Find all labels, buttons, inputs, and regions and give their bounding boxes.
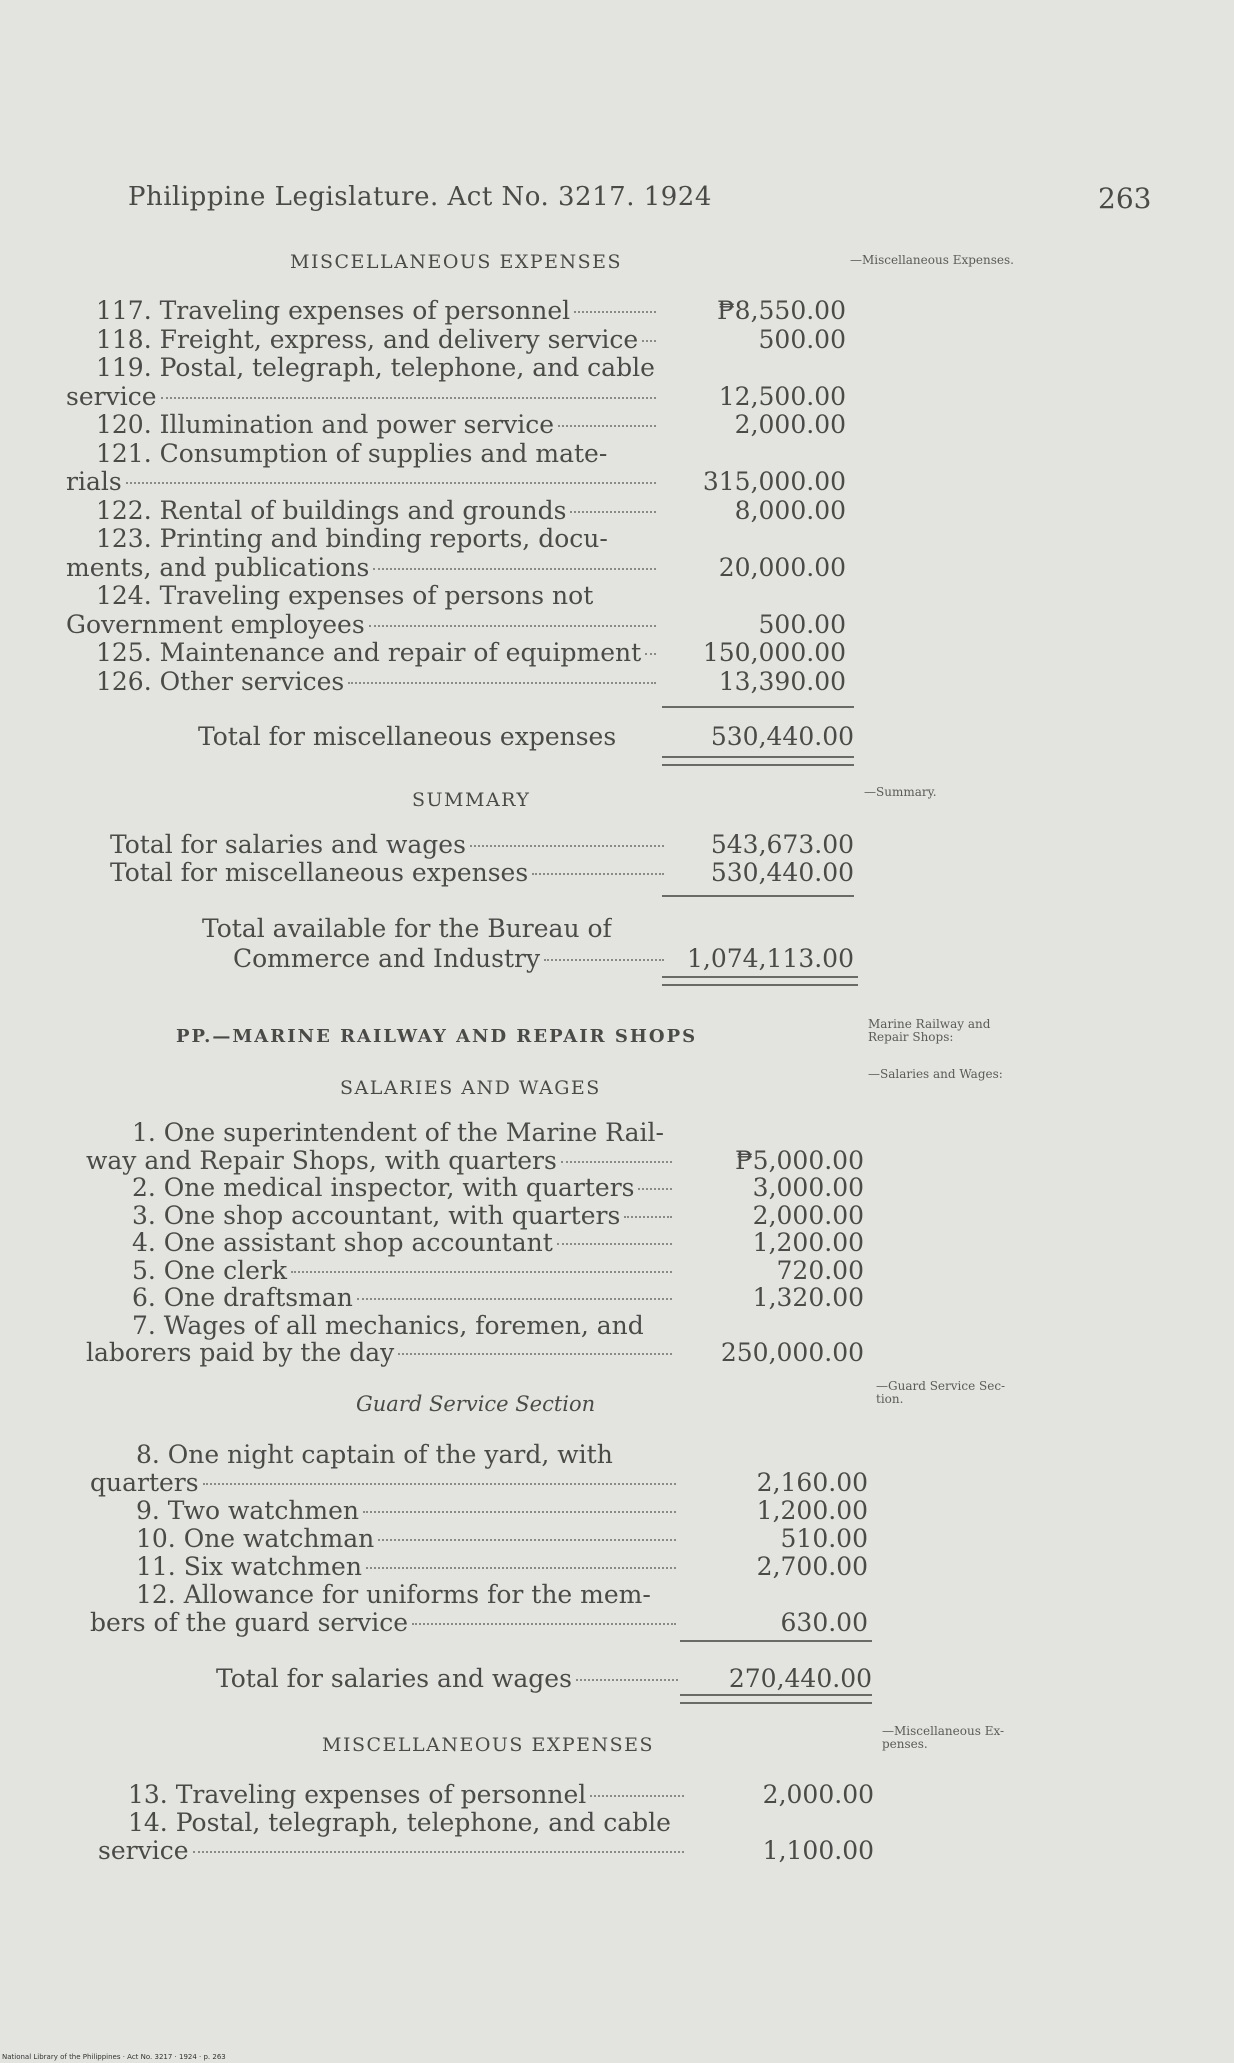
- item-amount: 315,000.00: [702, 467, 846, 496]
- item-label-continuation: quarters: [90, 1468, 199, 1497]
- footer-credit: National Library of the Philippines · Act No. 3217 · 1924 · p. 263: [2, 2053, 226, 2061]
- item-amount: 2,160.00: [756, 1468, 868, 1497]
- item-label: 11. Six watchmen: [136, 1552, 362, 1581]
- item-amount: 1,320.00: [752, 1283, 864, 1312]
- salary-item-2: [0, 1173, 1234, 1203]
- summary-salaries-amount: 543,673.00: [710, 830, 854, 859]
- item-label-continuation: service: [98, 1836, 189, 1865]
- salary-item-5: [0, 1256, 1234, 1286]
- item-amount: 2,000.00: [734, 410, 846, 439]
- misc-expenses-2-title: MISCELLANEOUS EXPENSES: [322, 1734, 655, 1756]
- item-label: 7. Wages of all mechanics, foremen, and: [132, 1310, 644, 1340]
- item-label-continuation: bers of the guard service: [90, 1608, 409, 1637]
- summary-misc-row: [0, 858, 1234, 888]
- item-label: 1. One superintendent of the Marine Rail-: [132, 1118, 664, 1147]
- guard-side-note-2: tion.: [876, 1392, 904, 1406]
- guard-side-note-1: —Guard Service Sec-: [876, 1379, 1006, 1393]
- summary-title: SUMMARY: [412, 789, 531, 811]
- misc-expense-2-item-14: [0, 1808, 1234, 1838]
- misc-expense-item-119: [0, 353, 1234, 383]
- item-label-continuation: ments, and publications: [66, 552, 370, 582]
- item-label: 119. Postal, telegraph, telephone, and cable: [96, 353, 655, 382]
- item-amount: 500.00: [758, 324, 846, 354]
- misc2-side-note-2: penses.: [882, 1737, 928, 1751]
- summary-double-rule: [662, 976, 858, 986]
- summary-salaries-row: [0, 830, 1234, 860]
- summary-available-row-2: [0, 944, 1234, 974]
- salaries-total-double-rule: [680, 1694, 872, 1704]
- item-amount: 630.00: [780, 1608, 868, 1637]
- salary-item-4: [0, 1228, 1234, 1258]
- misc-total-rule: [662, 706, 854, 708]
- summary-misc-amount: 530,440.00: [710, 858, 854, 887]
- item-label-continuation: service: [66, 381, 157, 411]
- item-label: 6. One draftsman: [132, 1283, 353, 1312]
- item-label: 4. One assistant shop accountant: [132, 1228, 553, 1257]
- item-amount: 2,000.00: [752, 1200, 864, 1230]
- item-label: 12. Allowance for uniforms for the mem-: [136, 1580, 651, 1609]
- summary-available-line2: Commerce and Industry: [233, 944, 541, 973]
- item-amount: 20,000.00: [718, 552, 846, 582]
- misc-expense-item-125: [0, 638, 1234, 668]
- item-amount: 500.00: [758, 609, 846, 639]
- summary-side-note: —Summary.: [864, 785, 937, 799]
- item-amount: 1,100.00: [762, 1836, 874, 1865]
- guard-item-12-cont: [0, 1608, 1234, 1638]
- item-amount: 720.00: [776, 1255, 864, 1285]
- marine-railway-title: PP.—MARINE RAILWAY AND REPAIR SHOPS: [176, 1026, 698, 1047]
- item-label: 118. Freight, express, and delivery service: [96, 324, 639, 354]
- item-label-continuation: way and Repair Shops, with quarters: [86, 1145, 557, 1175]
- salary-item-6: [0, 1283, 1234, 1313]
- running-head: Philippine Legislature. Act No. 3217. 1924: [128, 182, 712, 212]
- page-number: 263: [1098, 182, 1152, 215]
- item-amount: 1,200.00: [752, 1228, 864, 1257]
- salaries-total-rule: [680, 1640, 872, 1642]
- misc-expense-item-120: [0, 410, 1234, 440]
- guard-item-11: [0, 1552, 1234, 1582]
- item-amount: 150,000.00: [702, 638, 846, 667]
- misc-total-label: Total for miscellaneous expenses: [198, 722, 617, 751]
- salaries-total-row: [0, 1664, 1234, 1694]
- summary-available-amount: 1,074,113.00: [687, 944, 854, 973]
- item-amount: 250,000.00: [720, 1338, 864, 1367]
- marine-side-note-2: Repair Shops:: [868, 1030, 954, 1044]
- summary-rule: [662, 895, 854, 897]
- salary-item-7-cont: [0, 1338, 1234, 1368]
- item-amount: 510.00: [780, 1524, 868, 1553]
- salaries-side-note: —Salaries and Wages:: [868, 1067, 1003, 1081]
- misc-expense-item-123: [0, 524, 1234, 554]
- item-label: 120. Illumination and power service: [96, 410, 555, 439]
- misc-total-row: [0, 722, 1234, 752]
- misc-expense-item-117: [0, 296, 1234, 326]
- misc-expense-item-124-cont: [0, 610, 1234, 640]
- item-label: 10. One watchman: [136, 1524, 375, 1553]
- guard-item-12: [0, 1580, 1234, 1610]
- summary-available-line1: Total available for the Bureau of: [202, 914, 612, 943]
- item-label: 117. Traveling expenses of personnel: [96, 296, 571, 325]
- misc-expense-item-124: [0, 581, 1234, 611]
- item-amount: ₱8,550.00: [717, 296, 846, 325]
- item-amount: 12,500.00: [718, 381, 846, 411]
- misc-expense-2-item-14-cont: [0, 1836, 1234, 1866]
- salaries-total-amount: 270,440.00: [728, 1664, 872, 1693]
- guard-item-8: [0, 1440, 1234, 1470]
- misc-expense-2-item-13: [0, 1780, 1234, 1810]
- item-label: 8. One night captain of the yard, with: [136, 1440, 613, 1469]
- item-label: 2. One medical inspector, with quarters: [132, 1173, 635, 1202]
- summary-misc-label: Total for miscellaneous expenses: [110, 858, 529, 887]
- item-amount: 1,200.00: [756, 1496, 868, 1525]
- misc-expenses-title: MISCELLANEOUS EXPENSES: [290, 251, 623, 273]
- guard-service-title: Guard Service Section: [356, 1392, 596, 1416]
- misc-expense-item-118: [0, 325, 1234, 355]
- item-amount: 3,000.00: [752, 1173, 864, 1202]
- item-amount: 2,000.00: [762, 1780, 874, 1809]
- item-label: 121. Consumption of supplies and mate-: [96, 438, 608, 468]
- misc-expense-item-122: [0, 496, 1234, 526]
- item-amount: 2,700.00: [756, 1552, 868, 1581]
- misc-expenses-side-note: —Miscellaneous Expenses.: [850, 253, 1014, 267]
- salaries-wages-title: SALARIES AND WAGES: [340, 1077, 601, 1099]
- guard-item-9: [0, 1496, 1234, 1526]
- misc-expense-item-121-cont: [0, 467, 1234, 497]
- item-amount: 8,000.00: [734, 495, 846, 525]
- item-label: 123. Printing and binding reports, docu-: [96, 524, 608, 553]
- misc-expense-item-121: [0, 439, 1234, 469]
- misc-total-amount: 530,440.00: [710, 722, 854, 751]
- misc2-side-note-1: —Miscellaneous Ex-: [882, 1724, 1005, 1738]
- guard-item-8-cont: [0, 1468, 1234, 1498]
- summary-available-row-1: [0, 914, 1234, 944]
- item-label: 122. Rental of buildings and grounds: [96, 495, 567, 525]
- item-label-continuation: laborers paid by the day: [86, 1338, 395, 1367]
- salaries-total-label: Total for salaries and wages: [216, 1664, 572, 1693]
- item-label-continuation: Government employees: [66, 609, 365, 639]
- item-label: 14. Postal, telegraph, telephone, and cable: [128, 1808, 671, 1837]
- summary-salaries-label: Total for salaries and wages: [110, 830, 466, 859]
- item-label: 13. Traveling expenses of personnel: [128, 1780, 587, 1809]
- salary-item-3: [0, 1201, 1234, 1231]
- salary-item-1-cont: [0, 1146, 1234, 1176]
- item-label: 3. One shop accountant, with quarters: [132, 1200, 621, 1230]
- marine-side-note-1: Marine Railway and: [868, 1017, 991, 1031]
- item-label: 125. Maintenance and repair of equipment: [96, 638, 642, 667]
- item-amount: ₱5,000.00: [735, 1145, 864, 1175]
- item-label-continuation: rials: [66, 467, 122, 496]
- salary-item-7: [0, 1311, 1234, 1341]
- misc-expense-item-119-cont: [0, 382, 1234, 412]
- guard-item-10: [0, 1524, 1234, 1554]
- item-label: 126. Other services: [96, 666, 345, 696]
- salary-item-1: [0, 1118, 1234, 1148]
- item-amount: 13,390.00: [718, 666, 846, 696]
- item-label: 9. Two watchmen: [136, 1496, 360, 1525]
- item-label: 124. Traveling expenses of persons not: [96, 581, 594, 610]
- misc-expense-item-126: [0, 667, 1234, 697]
- misc-total-double-rule: [662, 756, 854, 766]
- misc-expense-item-123-cont: [0, 553, 1234, 583]
- item-label: 5. One clerk: [132, 1255, 288, 1285]
